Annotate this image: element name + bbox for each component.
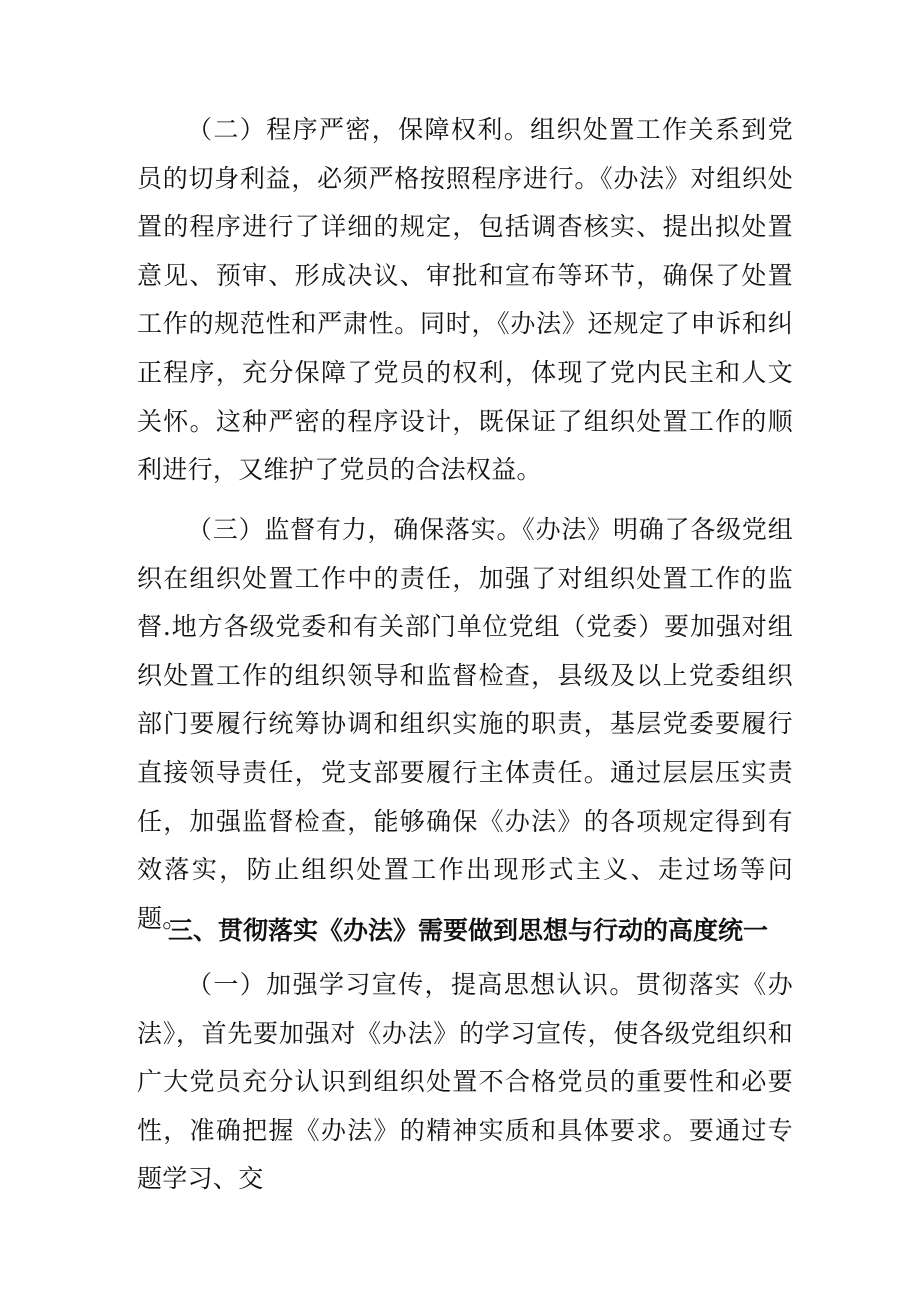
section-heading: 三、贯彻落实《办法》需要做到思想与行动的高度统一: [168, 916, 769, 945]
paragraph-supervision: （三）监督有力，确保落实。《办法》明确了各级党组织在组织处置工作中的责任，加强了对组织处置工作的监督.地方各级党委和有关部门单位党组（党委）要加强对组织处置工作的组织领导和监督检查，县级及以上党委组织部门要履行统筹协调和组织实施的职责，基层党委要履行直接领导责任，党支部要履行主体责任。通过层层压实责任，加强监督检查，能够确保《办法》的各项规定得到有效落实，防止组织处置工作出现形式主义、走过场等问题。: [137, 515, 793, 933]
paragraph-study-publicity: （一）加强学习宣传，提高思想认识。贯彻落实《办法》，首先要加强对《办法》的学习宣传，使各级党组织和广大党员充分认识到组织处置不合格党员的重要性和必要性，准确把握《办法》的精神实质和具体要求。要通过专题学习、交: [137, 970, 793, 1194]
paragraph-procedure: （二）程序严密，保障权利。组织处置工作关系到党员的切身利益，必须严格按照程序进行。《办法》对组织处置的程序进行了详细的规定，包括调杳核实、提出拟处置意见、预审、形成决议、审批和宣布等环节，确保了处置工作的规范性和严肃性。同时，《办法》还规定了申诉和纠正程序，充分保障了党员的权利，体现了党内民主和人文关怀。这种严密的程序设计，既保证了组织处置工作的顺利进行，又维护了党员的合法权益。: [137, 115, 793, 485]
